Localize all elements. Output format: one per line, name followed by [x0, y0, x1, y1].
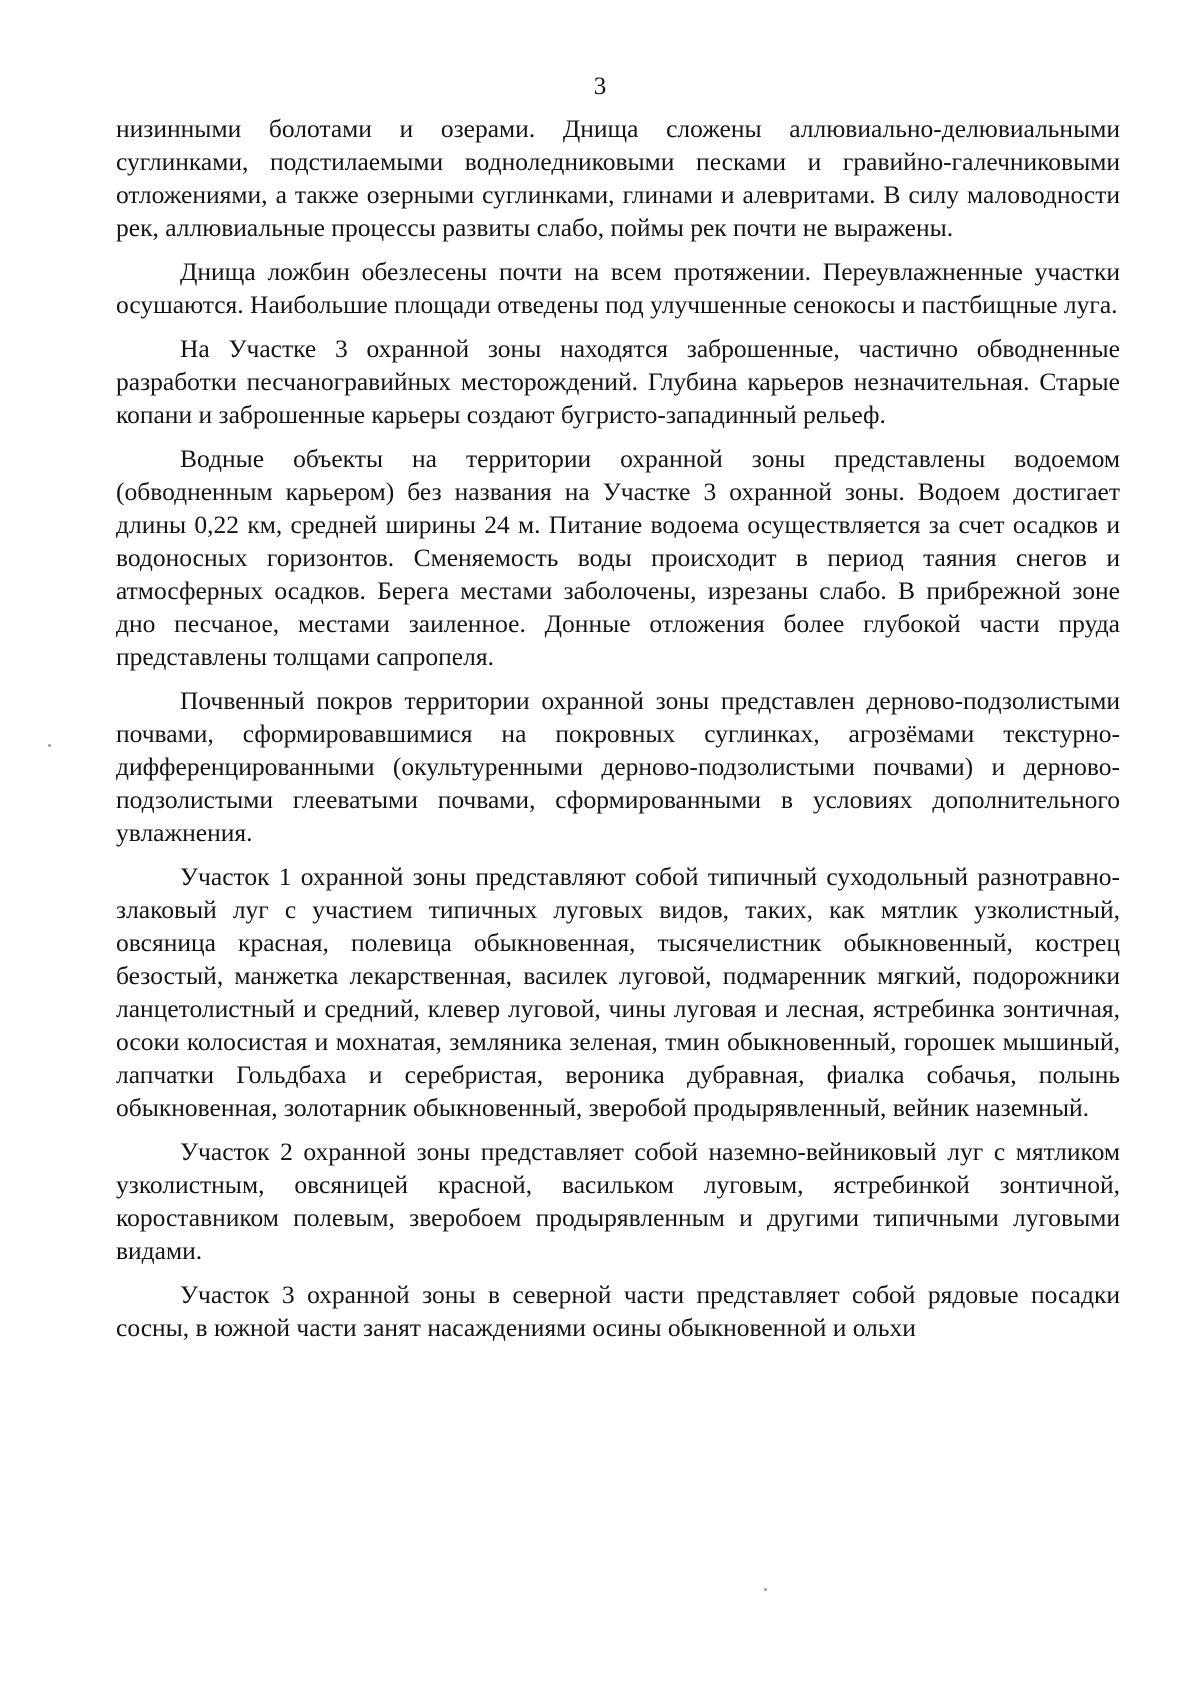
paragraph-plot-2: Участок 2 охранной зоны представляет собой наземно-вейниковый луг с мятликом узколистным, овсяницей красной, васильком луговым, ястребинкой зонтичной, короставником полевым, зверобоем продырявленным и другими типичными луговыми видами.: [116, 1137, 1120, 1265]
paragraph-soil-cover: Почвенный покров территории охранной зоны представлен дерново-подзолистыми почвами, сформировавшимися на покровных суглинках, агрозёмами текстурно-дифференцированными (окультуренными дерново-подзолистыми почвами) и дерново-подзолистыми глееватыми почвами, сформированными в условиях дополнительного увлажнения.: [116, 686, 1120, 847]
paragraph-water-bodies: Водные объекты на территории охранной зоны представлены водоемом (обводненным карьером) без названия на Участке 3 охранной зоны. Водоем достигает длины 0,22 км, средней ширины 24 м. Питание водоема осуществляется за счет осадков и водоносных горизонтов. Сменяемость воды происходит в период таяния снегов и атмосферных осадков. Берега местами заболочены, изрезаны слабо. В прибрежной зоне дно песчаное, местами заиленное. Донные отложения более глубокой части пруда представлены толщами сапропеля.: [116, 444, 1120, 671]
body-text: [116, 112, 1120, 1355]
paragraph-plot-1: Участок 1 охранной зоны представляют собой типичный суходольный разнотравно-злаковый луг с участием типичных луговых видов, таких, как мятлик узколистный, овсяница красная, полевица обыкновенная, тысячелистник обыкновенный, кострец безостый, манжетка лекарственная, василек луговой, подмаренник мягкий, подорожники ланцетолистный и средний, клевер луговой, чины луговая и лесная, ястребинка зонтичная, осоки колосистая и мохнатая, земляника зеленая, тмин обыкновенный, горошек мышиный, лапчатки Гольдбаха и серебристая, вероника дубравная, фиалка собачья, полынь обыкновенная, золотарник обыкновенный, зверобой продырявленный, вейник наземный.: [116, 862, 1120, 1122]
paragraph-floodplain-bottoms: низинными болотами и озерами. Днища сложены аллювиально-делювиальными суглинками, подстилаемыми водноледниковыми песками и гравийно-галечниковыми отложениями, а также озерными суглинками, глинами и алевритами. В силу маловодности рек, аллювиальные процессы развиты слабо, поймы рек почти не выражены.: [116, 114, 1120, 242]
paragraph-quarry-workings: На Участке 3 охранной зоны находятся заброшенные, частично обводненные разработки песчаногравийных месторождений. Глубина карьеров незначительная. Старые копани и заброшенные карьеры создают бугристо-западинный рельеф.: [116, 334, 1120, 429]
scan-speck: [48, 744, 51, 747]
paragraph-hollow-bottoms: Днища ложбин обезлесены почти на всем протяжении. Переувлажненные участки осушаются. Наибольшие площади отведены под улучшенные сенокосы и пастбищные луга.: [116, 257, 1120, 319]
scan-speck: [764, 1588, 767, 1591]
paragraph-plot-3: Участок 3 охранной зоны в северной части представляет собой рядовые посадки сосны, в южной части занят насаждениями осины обыкновенной и ольхи: [116, 1280, 1120, 1342]
page-number: 3: [593, 73, 607, 100]
